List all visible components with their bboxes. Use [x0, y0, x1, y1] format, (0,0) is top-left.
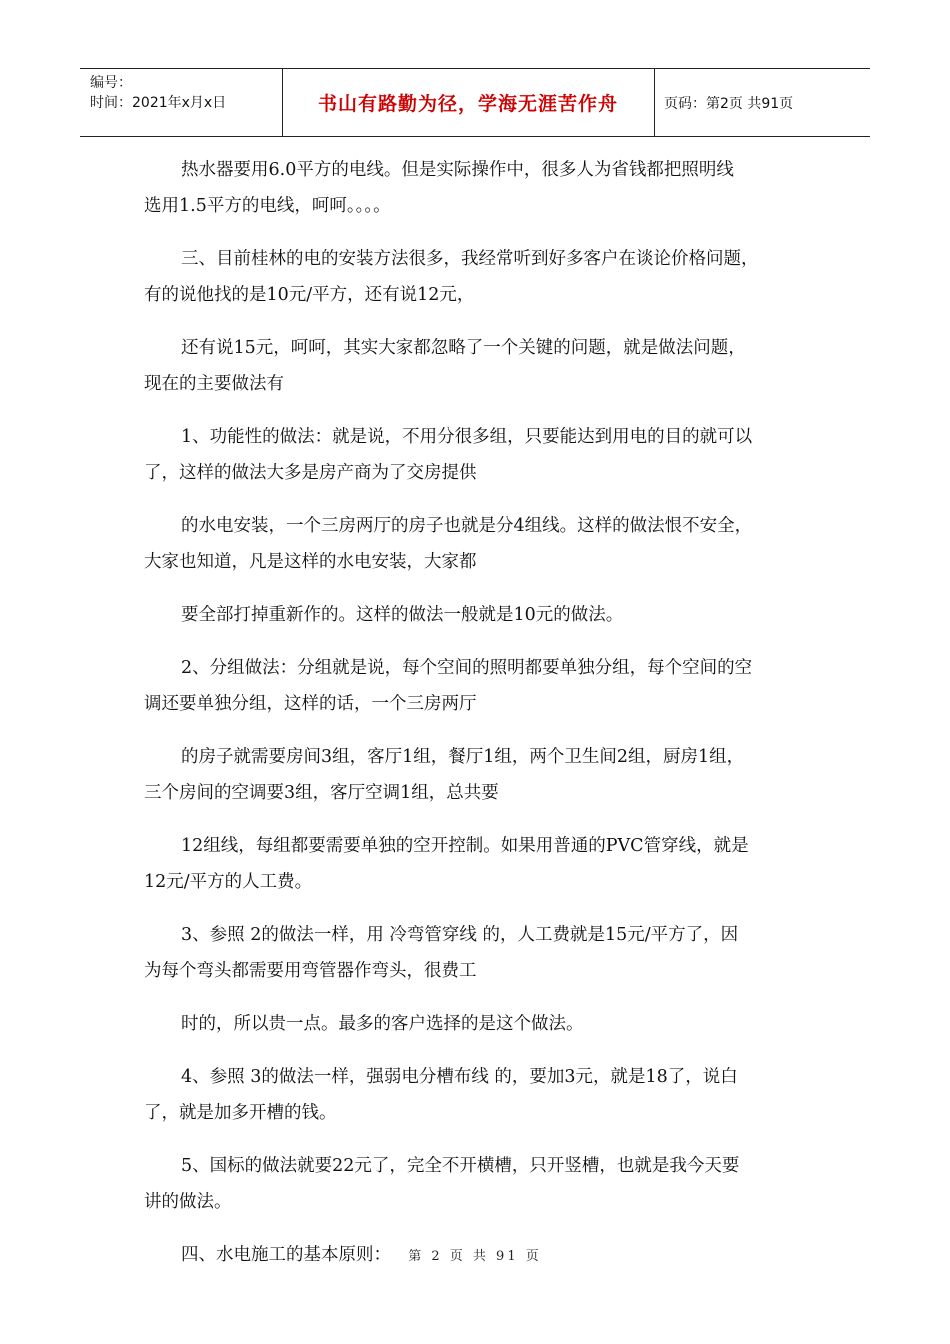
paragraph: [144, 1006, 816, 1042]
paragraph-line: 了，这样的做法大多是房产商为了交房提供: [144, 463, 477, 483]
paragraph-line: 现在的主要做法有: [144, 374, 284, 394]
paragraph-line: 还有说15元，呵呵，其实大家都忽略了一个关键的问题，就是做法问题，: [181, 338, 746, 358]
paragraph-line: 讲的做法。: [144, 1192, 232, 1212]
paragraph-line: 为每个弯头都需要用弯管器作弯头，很费工: [144, 961, 477, 981]
date-label: 时间：2021年x月x日: [90, 95, 227, 111]
paragraph: [144, 828, 816, 900]
paragraph: [144, 1148, 816, 1220]
paragraph-line: 12元/平方的人工费。: [144, 872, 313, 892]
paragraph-line: 时的，所以贵一点。最多的客户选择的是这个做法。: [181, 1014, 584, 1034]
paragraph-line: 热水器要用6.0平方的电线。但是实际操作中，很多人为省钱都把照明线: [181, 160, 734, 180]
document-body: [144, 152, 816, 1290]
paragraph-line: 12组线，每组都要需要单独的空开控制。如果用普通的PVC管穿线，就是: [181, 836, 749, 856]
header-motto: 书山有路勤为径，学海无涯苦作舟: [317, 93, 618, 115]
paragraph-line: 的房子就需要房间3组，客厅1组，餐厅1组，两个卫生间2组，厨房1组，: [181, 747, 745, 767]
paragraph: [144, 419, 816, 491]
paragraph-line: 三、目前桂林的电的安装方法很多，我经常听到好多客户在谈论价格问题，: [181, 249, 759, 269]
paragraph-line: 2、分组做法：分组就是说，每个空间的照明都要单独分组，每个空间的空: [181, 658, 753, 678]
serial-number-label: 编号：: [90, 75, 132, 91]
paragraph-line: 调还要单独分组，这样的话，一个三房两厅: [144, 694, 477, 714]
paragraph: [144, 917, 816, 989]
paragraph-line: 4、参照 3的做法一样，强弱电分槽布线 的，要加3元，就是18了，说白: [181, 1067, 738, 1087]
page-footer: 第 2 页 共 91 页: [408, 1249, 542, 1264]
paragraph-line: 要全部打掉重新作的。这样的做法一般就是10元的做法。: [181, 605, 624, 625]
paragraph: [144, 241, 816, 313]
paragraph-line: 三个房间的空调要3组，客厅空调1组，总共要: [144, 783, 499, 803]
paragraph-line: 选用1.5平方的电线，呵呵。。。。: [144, 196, 391, 216]
paragraph-line: 了，就是加多开槽的钱。: [144, 1103, 337, 1123]
header-divider: [654, 69, 655, 136]
paragraph: [144, 739, 816, 811]
paragraph-line: 四、水电施工的基本原则：: [181, 1245, 391, 1265]
header-meta: [90, 73, 280, 113]
header-page-info: 页码：第2页 共91页: [664, 95, 794, 112]
paragraph-line: 3、参照 2的做法一样，用 冷弯管穿线 的，人工费就是15元/平方了，因: [181, 925, 739, 945]
paragraph: [144, 597, 816, 633]
paragraph: [144, 1059, 816, 1131]
paragraph: [144, 152, 816, 224]
page-header: [80, 68, 870, 137]
paragraph-line: 大家也知道，凡是这样的水电安装，大家都: [144, 552, 477, 572]
paragraph-line: 有的说他找的是10元/平方，还有说12元，: [144, 285, 475, 305]
paragraph-line: 的水电安装，一个三房两厅的房子也就是分4组线。这样的做法恨不安全，: [181, 516, 753, 536]
paragraph: [144, 330, 816, 402]
paragraph: [144, 508, 816, 580]
paragraph-line: 1、功能性的做法：就是说，不用分很多组，只要能达到用电的目的就可以: [181, 427, 753, 447]
paragraph-line: 5、国标的做法就要22元了，完全不开横槽，只开竖槽，也就是我今天要: [181, 1156, 740, 1176]
paragraph: [144, 650, 816, 722]
